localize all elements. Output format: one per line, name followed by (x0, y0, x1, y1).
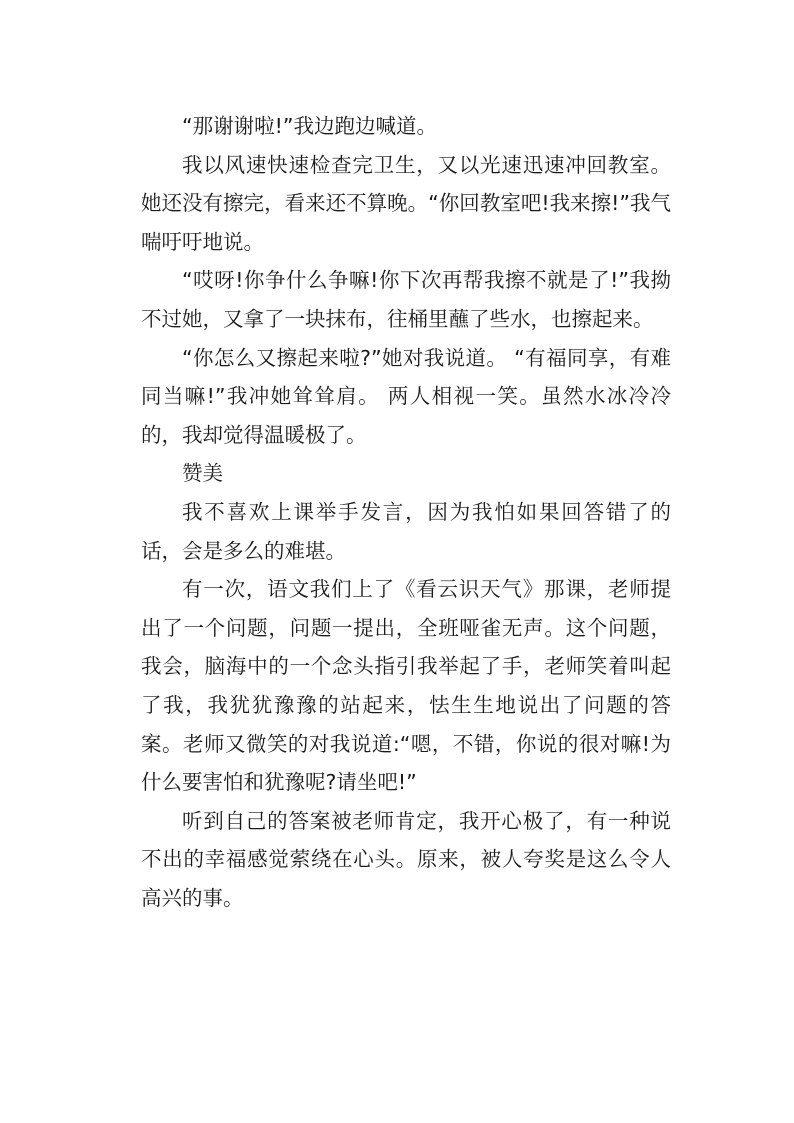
section-heading: 赞美 (182, 461, 223, 486)
paragraph-7: 听到自己的答案被老师肯定，我开心极了，有一种说不出的幸福感觉萦绕在心头。原来，被人夸奖是这么令人高兴的事。 (141, 808, 671, 910)
paragraph-4: “你怎么又擦起来啦?”她对我说道。 “有福同享，有难同当嘛!”我冲她耸耸肩。 两人相视一笑。虽然水冰冷冷的，我却觉得温暖极了。 (141, 345, 671, 447)
paragraph-3: “哎呀!你争什么争嘛!你下次再帮我擦不就是了!”我拗不过她，又拿了一块抹布，往桶里蘸了些水，也擦起来。 (141, 268, 671, 331)
paragraph-6: 有一次，语文我们上了《看云识天气》那课，老师提出了一个问题，问题一提出，全班哑雀无声。这个问题，我会，脑海中的一个念头指引我举起了手，老师笑着叫起了我，我犹犹豫豫的站起来，怯生生地说出了问题的答案。老师又微笑的对我说道:“嗯，不错，你说的很对嘛!为什么要害怕和犹豫呢?请坐吧!” (141, 577, 671, 795)
paragraph-1: “那谢谢啦!”我边跑边喊道。 (182, 114, 437, 138)
document-body (141, 107, 671, 917)
paragraph-5: 我不喜欢上课举手发言，因为我怕如果回答错了的话，会是多么的难堪。 (141, 499, 671, 563)
paragraph-2: 我以风速快速检查完卫生，又以光速迅速冲回教室。她还没有擦完，看来还不算晚。“你回教室吧!我来擦!”我气喘吁吁地说。 (141, 152, 671, 254)
